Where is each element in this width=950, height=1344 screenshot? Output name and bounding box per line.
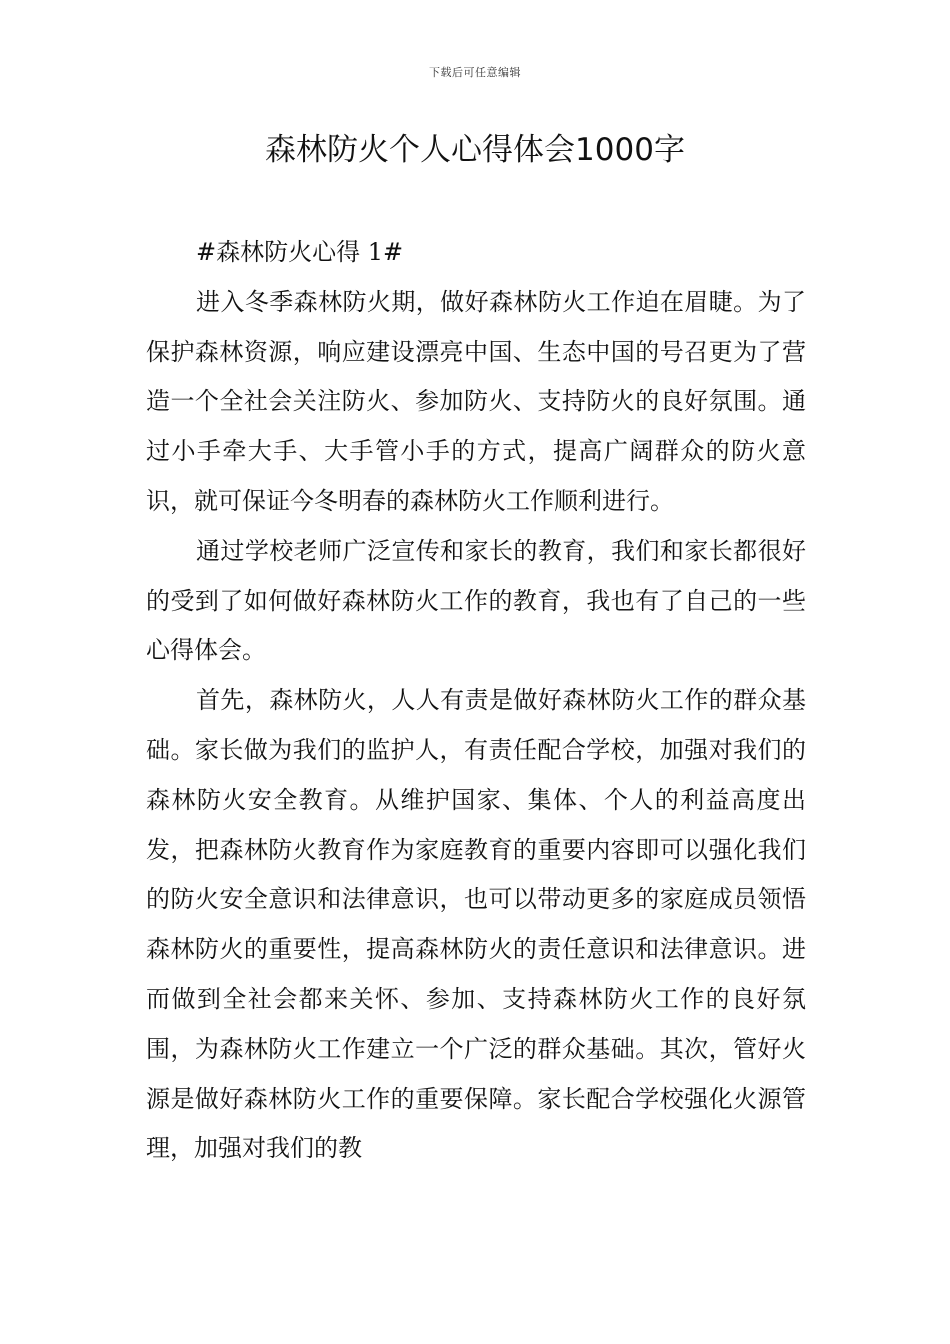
document-body <box>146 228 806 1174</box>
paragraph: 首先，森林防火，人人有责是做好森林防火工作的群众基础。家长做为我们的监护人，有责任配合学校，加强对我们的森林防火安全教育。从维护国家、集体、个人的利益高度出发，把森林防火教育作为家庭教育的重要内容即可以强化我们的防火安全意识和法律意识，也可以带动更多的家庭成员领悟森林防火的重要性，提高森林防火的责任意识和法律意识。进而做到全社会都来关怀、参加、支持森林防火工作的良好氛围，为森林防火工作建立一个广泛的群众基础。其次，管好火源是做好森林防火工作的重要保障。家长配合学校强化火源管理，加强对我们的教 <box>146 686 806 1163</box>
document-title: 森林防火个人心得体会1000字 <box>265 132 685 168</box>
header-note: 下载后可任意编辑 <box>429 66 521 79</box>
paragraph: 进入冬季森林防火期，做好森林防火工作迫在眉睫。为了保护森林资源，响应建设漂亮中国、生态中国的号召更为了营造一个全社会关注防火、参加防火、支持防火的良好氛围。通过小手牵大手、大手管小手的方式，提高广阔群众的防火意识，就可保证今冬明春的森林防火工作顺利进行。 <box>146 287 806 515</box>
section-heading: #森林防火心得 1# <box>196 238 404 266</box>
paragraph: 通过学校老师广泛宣传和家长的教育，我们和家长都很好的受到了如何做好森林防火工作的教育，我也有了自己的一些心得体会。 <box>146 536 806 665</box>
